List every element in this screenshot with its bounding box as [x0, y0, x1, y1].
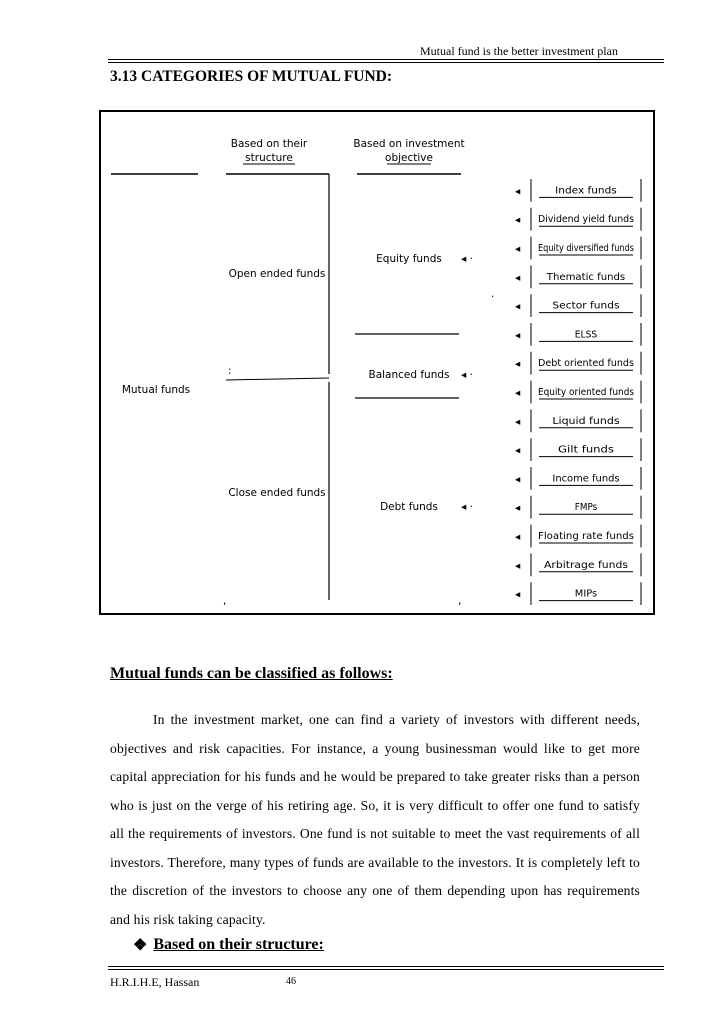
objective-debt: Debt funds [380, 501, 438, 513]
fund-arrow-icon: ◂ [515, 271, 521, 284]
fund-type-label: ELSS [574, 329, 598, 341]
fund-type-label: Dividend yield funds [538, 214, 634, 226]
fund-type-label: Income funds [552, 473, 620, 485]
structure-close-ended: Close ended funds [228, 487, 326, 499]
objective-bottom-mark: , [458, 595, 462, 607]
footer-rule [108, 966, 664, 967]
fund-type-label: Thematic funds [545, 271, 626, 283]
fund-arrow-icon: ◂ [515, 502, 521, 515]
fund-type-label: FMPs [574, 502, 598, 514]
objective-balanced: Balanced funds [368, 369, 450, 381]
classification-subheading: Mutual funds can be classified as follows: [110, 665, 393, 682]
fund-arrow-icon: ◂ [515, 214, 521, 227]
fund-arrow-icon: ◂ [515, 300, 521, 313]
fund-arrow-icon: ◂ [515, 358, 521, 371]
fund-type-label: MIPs [574, 588, 598, 600]
equity-arrow: ◂ · [461, 253, 473, 265]
fund-type-label: Floating rate funds [538, 531, 634, 542]
fund-arrow-icon: ◂ [515, 387, 521, 399]
fund-arrow-icon: ◂ [515, 415, 521, 428]
structure-divider [226, 378, 329, 380]
fund-type-label: Gilt funds [558, 444, 614, 456]
fund-bracket-mark-1: · [491, 291, 495, 303]
fund-type-label: Arbitrage funds [544, 559, 628, 571]
fund-arrow-icon: ◂ [515, 329, 521, 342]
fund-type-label: Index funds [555, 185, 617, 197]
header-rule [108, 59, 664, 60]
fund-type-label: Equity diversified funds [538, 243, 634, 254]
running-header: Mutual fund is the better investment plan [420, 44, 618, 58]
objective-equity: Equity funds [376, 253, 442, 265]
fund-arrow-icon: ◂ [515, 588, 521, 601]
debt-arrow: ◂ · [461, 501, 473, 513]
fund-categories-diagram [99, 110, 655, 615]
header-rule-secondary [108, 62, 664, 63]
diagram-canvas [101, 112, 653, 613]
fund-type-label: Sector funds [552, 300, 620, 312]
root-label: Mutual funds [121, 384, 191, 396]
classification-paragraph: In the investment market, one can find a variety of investors with different needs, objectives and risk capacities. For instance, a young businessman would like to get more capital appreciation for his funds and he would be prepared to take greater risks than a person who is just on the verge of his retiring age. So, it is very difficult to offer one fund to satisfy all the requirements of investors. One fund is not suitable to meet the vast requirements of all investors. Therefore, many types of funds are available to the investors. It is completely left to the discretion of the investors to choose any one of them depending upon has requirements and his risk taking capacity. [110, 712, 640, 927]
fund-arrow-icon: ◂ [515, 531, 521, 543]
structure-bullet [133, 935, 324, 955]
col2-heading-line2: objective [385, 152, 433, 164]
col1-heading-line1: Based on their [230, 138, 308, 150]
root-connector-mark: : [228, 365, 232, 377]
fund-type-list [515, 179, 641, 605]
fund-type-label: Liquid funds [552, 415, 620, 427]
fund-arrow-icon: ◂ [515, 559, 521, 572]
diamond-bullet-icon: ❖ [133, 937, 148, 954]
section-title: 3.13 CATEGORIES OF MUTUAL FUND: [110, 68, 393, 85]
structure-bullet-heading: Based on their structure: [153, 936, 324, 953]
fund-arrow-icon: ◂ [515, 243, 521, 255]
structure-bottom-mark: , [223, 595, 227, 607]
fund-arrow-icon: ◂ [515, 444, 521, 457]
structure-open-ended: Open ended funds [228, 268, 326, 280]
page-number: 46 [286, 976, 296, 987]
col2-heading-line1: Based on investment [353, 138, 465, 150]
fund-arrow-icon: ◂ [515, 185, 521, 198]
footer-institution: H.R.I.H.E, Hassan [110, 975, 200, 989]
footer-rule-secondary [108, 969, 664, 970]
balanced-arrow: ◂ · [461, 369, 473, 381]
fund-type-label: Equity oriented funds [538, 387, 634, 398]
fund-arrow-icon: ◂ [515, 473, 521, 486]
col1-heading-line2: structure [245, 152, 293, 164]
fund-type-label: Debt oriented funds [538, 358, 634, 370]
